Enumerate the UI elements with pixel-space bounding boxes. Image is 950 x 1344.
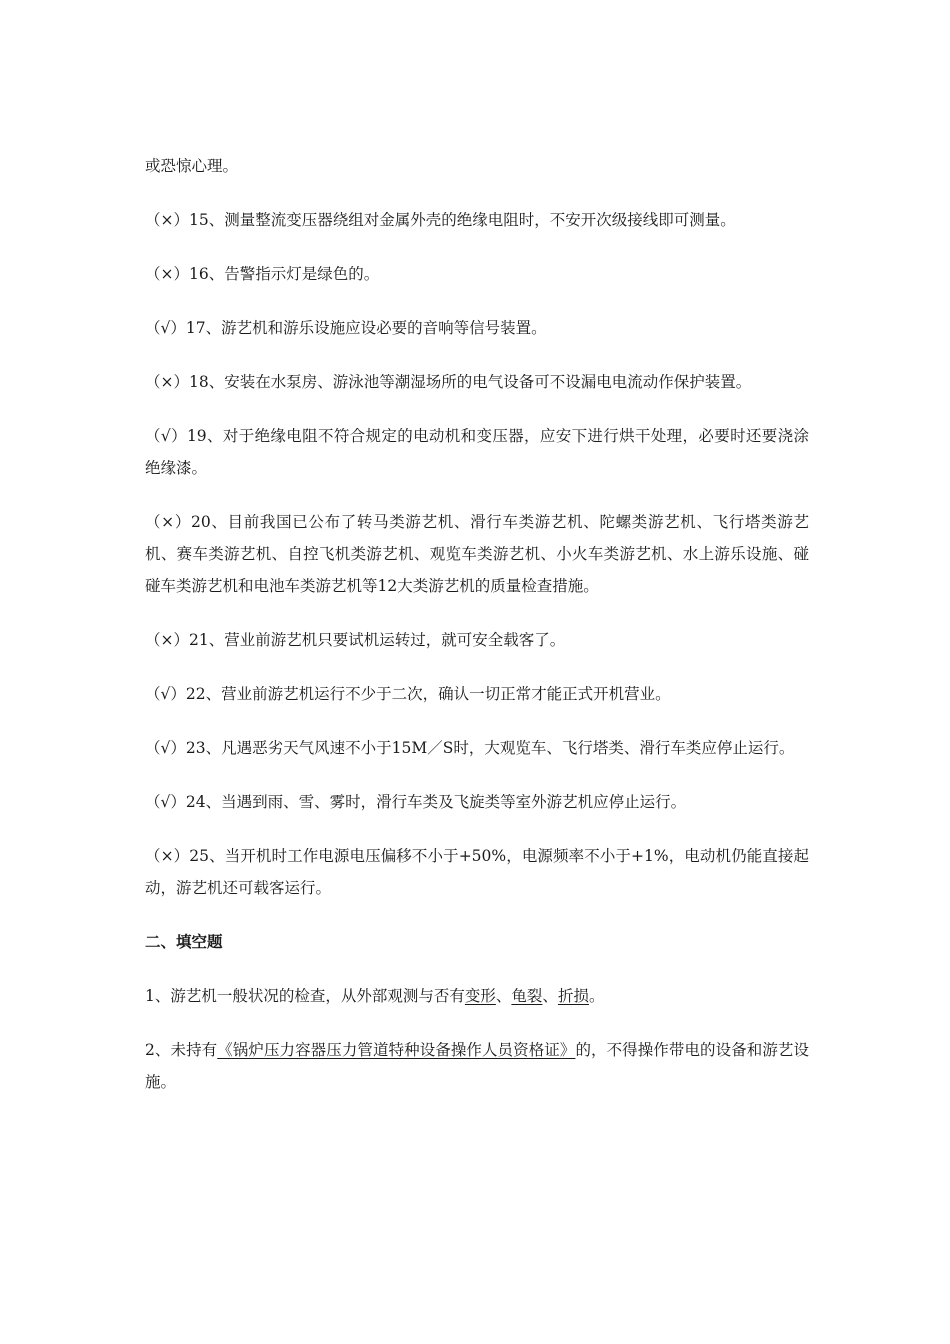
answer-mark: （√） <box>145 319 186 337</box>
true-false-item <box>145 732 809 764</box>
true-false-item <box>145 840 809 904</box>
answer-blank: 折损 <box>557 987 589 1005</box>
question-text: 。 <box>588 987 605 1005</box>
answer-mark: （√） <box>145 427 187 445</box>
question-text: 1、游艺机一般状况的检查，从外部观测与否有 <box>145 987 465 1005</box>
answer-mark: （×） <box>145 631 189 649</box>
answer-mark: （×） <box>145 373 189 391</box>
true-false-item <box>145 420 809 484</box>
true-false-item <box>145 624 809 656</box>
item-text: 21、营业前游艺机只要试机运转过，就可安全载客了。 <box>189 631 566 649</box>
true-false-list <box>145 204 809 904</box>
item-text: 17、游艺机和游乐设施应设必要的音响等信号装置。 <box>185 319 547 337</box>
answer-mark: （×） <box>145 513 191 531</box>
true-false-item <box>145 506 809 602</box>
item-text: 15、测量整流变压器绕组对金属外壳的绝缘电阻时，不安开次级接线即可测量。 <box>189 211 736 229</box>
answer-mark: （×） <box>145 211 189 229</box>
true-false-item <box>145 366 809 398</box>
true-false-item <box>145 258 809 290</box>
answer-blank: 变形 <box>464 987 496 1005</box>
true-false-item <box>145 786 809 818</box>
separator: 、 <box>495 987 512 1005</box>
answer-mark: （×） <box>145 847 190 865</box>
question-text: 2、未持有 <box>145 1041 218 1059</box>
item-text: 24、当遇到雨、雪、雾时，滑行车类及飞旋类等室外游艺机应停止运行。 <box>185 793 687 811</box>
answer-blank: 龟裂 <box>511 987 543 1005</box>
section-heading: 二、填空题 <box>145 933 223 951</box>
item-text: 20、目前我国已公布了转马类游艺机、滑行车类游艺机、陀螺类游艺机、飞行塔类游艺机、赛车类游艺机、自控飞机类游艺机、观览车类游艺机、小火车类游艺机、水上游乐设施、碰碰车类游艺机和电池车类游艺机等12大类游艺机的质量检查措施。 <box>145 513 809 595</box>
item-text: 19、对于绝缘电阻不符合规定的电动机和变压器，应安下进行烘干处理，必要时还要浇涂绝缘漆。 <box>145 427 809 477</box>
question-text: 的，不得操作带电的设备和游艺设施。 <box>145 1041 809 1091</box>
true-false-item <box>145 678 809 710</box>
answer-blank: 《锅炉压力容器压力管道特种设备操作人员资格证》 <box>217 1041 576 1059</box>
item-text: 23、凡遇恶劣天气风速不小于15M／S时，大观览车、飞行塔类、滑行车类应停止运行。 <box>185 739 795 757</box>
answer-mark: （×） <box>145 265 189 283</box>
item-text: 22、营业前游艺机运行不少于二次，确认一切正常才能正式开机营业。 <box>185 685 671 703</box>
answer-mark: （√） <box>145 685 186 703</box>
true-false-item <box>145 204 809 236</box>
fill-blank-question-2 <box>145 1034 809 1098</box>
item-text: 16、告警指示灯是绿色的。 <box>189 265 380 283</box>
answer-mark: （√） <box>145 739 186 757</box>
continuation-text: 或恐惊心理。 <box>145 157 239 175</box>
item-text: 18、安装在水泵房、游泳池等潮湿场所的电气设备可不设漏电电流动作保护装置。 <box>189 373 752 391</box>
true-false-item <box>145 312 809 344</box>
answer-mark: （√） <box>145 793 186 811</box>
separator: 、 <box>542 987 558 1005</box>
fill-blank-question-1 <box>145 980 809 1012</box>
document-page <box>145 150 809 1120</box>
item-text: 25、当开机时工作电源电压偏移不小于+50%，电源频率不小于+1%，电动机仍能直接起动，游艺机还可载客运行。 <box>145 847 809 897</box>
